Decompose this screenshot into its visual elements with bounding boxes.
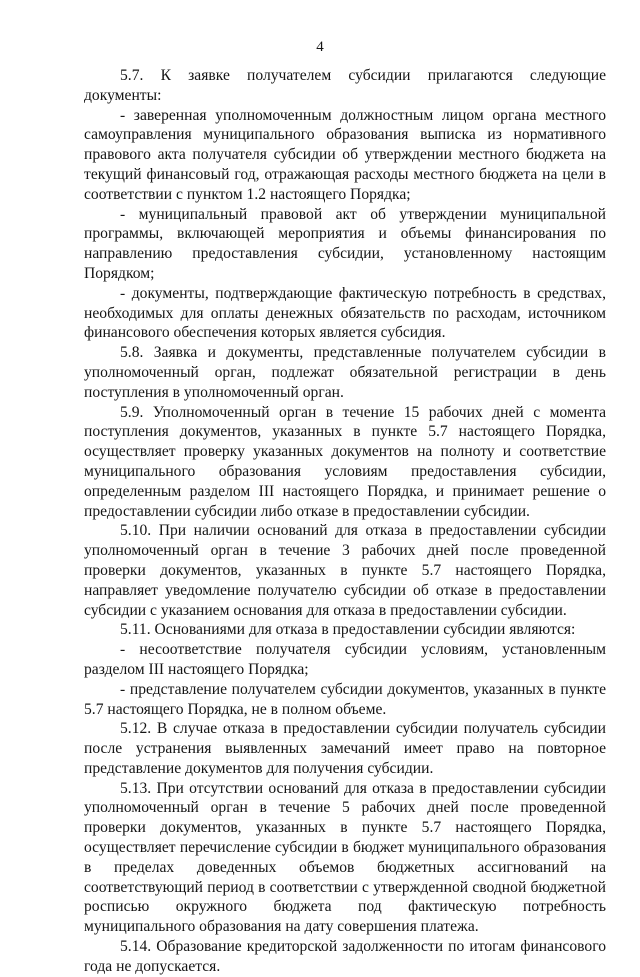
paragraph-5-8: 5.8. Заявка и документы, представленные получателем субсидии в уполномоченный орган, подлежат обязательной регистрации в день поступления в уполномоченный орган. <box>84 344 606 401</box>
document-body <box>84 66 606 977</box>
paragraph-5-7-item-3: - документы, подтверждающие фактическую потребность в средствах, необходимых для оплаты денежных обязательств по расходам, источником финансового обеспечения которых является субсидия. <box>84 284 606 342</box>
paragraph-5-13: 5.13. При отсутствии оснований для отказа в предоставлении субсидии уполномоченный орган в течение 5 рабочих дней после проведенной проверки документов, указанных в пункте 5.7 настоящего Порядка, осуществляет перечисление субсидии в бюджет муниципального образования в пределах доведенных объемов бюджетных ассигнований на соответствующий период в соответствии с утвержденной сводной бюджетной росписью окружного бюджета под фактическую потребность муниципального образования на дату совершения платежа. <box>84 779 606 936</box>
paragraph-5-7-item-1: - заверенная уполномоченным должностным лицом органа местного самоуправления муниципального образования выписка из нормативного правового акта получателя субсидии об утверждении местного бюджета на текущий финансовый год, отражающая расходы местного бюджета на цели в соответствии с пунктом 1.2 настоящего Порядка; <box>84 106 606 203</box>
paragraph-5-11: 5.11. Основаниями для отказа в предоставлении субсидии являются: <box>120 621 576 639</box>
paragraph-5-9: 5.9. Уполномоченный орган в течение 15 рабочих дней с момента поступления документов, указанных в пункте 5.7 настоящего Порядка, осуществляет проверку указанных документов на полноту и соответствие муниципального образования условиям предоставления субсидии, определенным разделом III настоящего Порядка, и принимает решение о предоставлении субсидии либо отказе в предоставлении субсидии. <box>84 403 606 520</box>
paragraph-5-11-item-1: - несоответствие получателя субсидии условиям, установленным разделом III настоящего Порядка; <box>84 641 606 678</box>
paragraph-5-7: 5.7. К заявке получателем субсидии прилагаются следующие документы: <box>84 67 606 104</box>
paragraph-5-7-item-2: - муниципальный правовой акт об утверждении муниципальной программы, включающей мероприятия и объемы финансирования по направлению предоставления субсидии, установленному настоящим Порядком; <box>84 205 606 282</box>
paragraph-5-11-item-2: - представление получателем субсидии документов, указанных в пункте 5.7 настоящего Порядка, не в полном объеме. <box>84 680 606 718</box>
paragraph-5-10: 5.10. При наличии оснований для отказа в предоставлении субсидии уполномоченный орган в течение 3 рабочих дней после проведенной проверки документов, указанных в пункте 5.7 настоящего Порядка, направляет уведомление получателю субсидии об отказе в предоставлении субсидии с указанием основания для отказа в предоставлении субсидии. <box>84 522 606 619</box>
paragraph-5-12: 5.12. В случае отказа в предоставлении субсидии получатель субсидии после устранения выявленных замечаний имеет право на повторное представление документов для получения субсидии. <box>84 720 606 777</box>
page-number: 4 <box>316 39 324 55</box>
paragraph-5-14: 5.14. Образование кредиторской задолженности по итогам финансового года не допускается. <box>84 938 606 975</box>
